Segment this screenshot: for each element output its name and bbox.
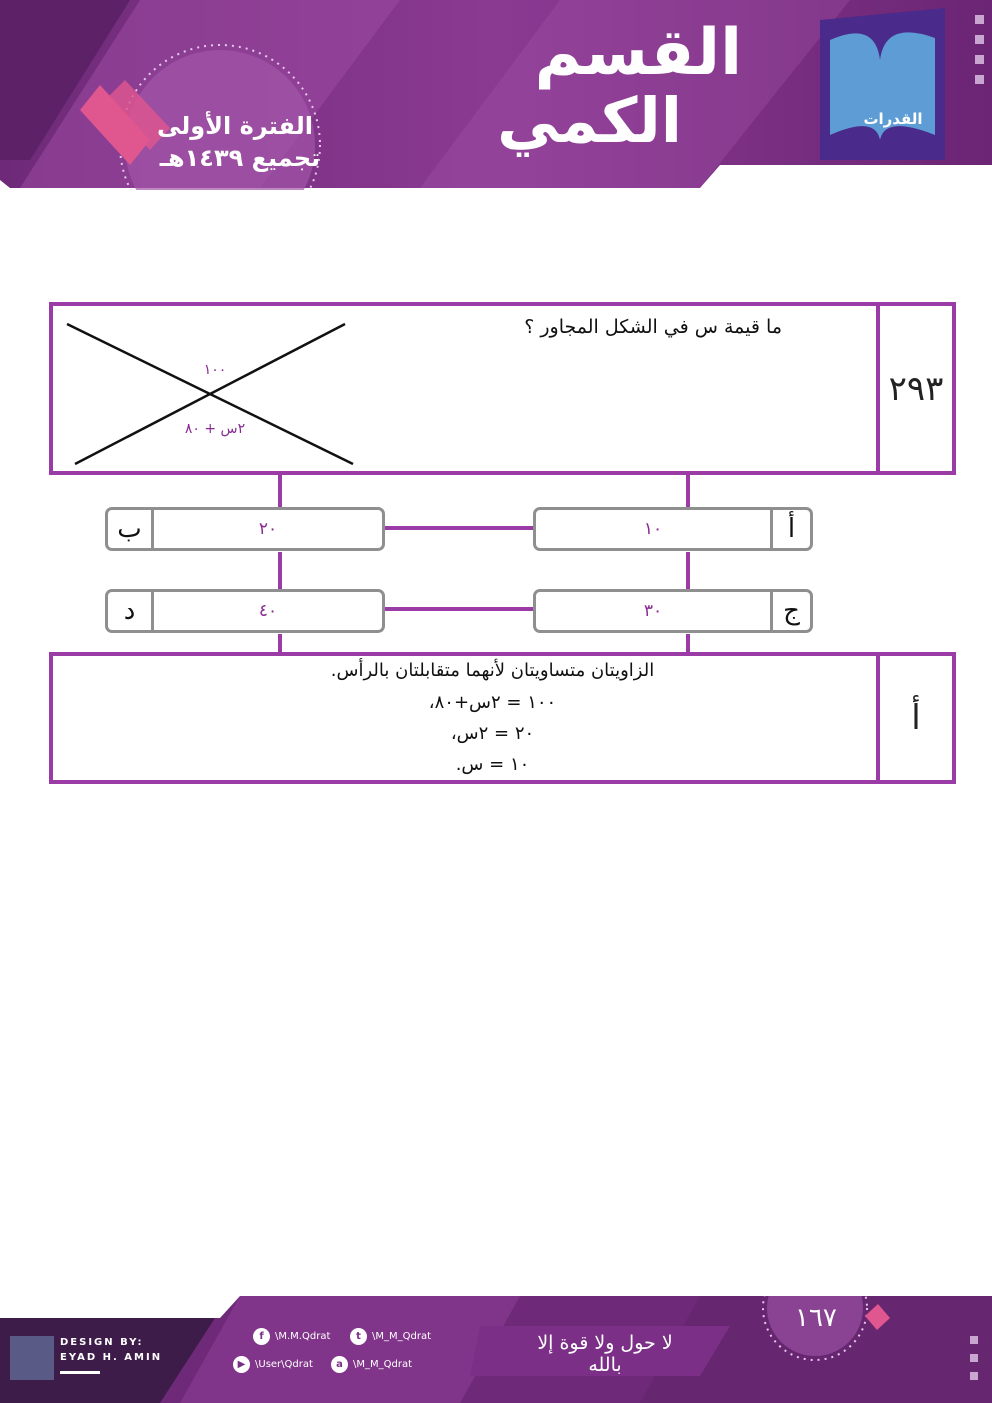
social-handle: \M_M_Qdrat [372, 1331, 432, 1342]
question-text: ما قيمة س في الشكل المجاور ؟ [524, 316, 782, 338]
option-a-value: ١٠ [643, 519, 663, 539]
connector [686, 634, 690, 654]
option-c-letter: ج [783, 596, 800, 626]
solution-line: ٢٠ = ٢س، [450, 723, 535, 744]
option-a[interactable] [533, 507, 813, 551]
social-twitter[interactable] [350, 1328, 431, 1345]
youtube-icon: ▶ [233, 1356, 250, 1373]
social-handle: \M_M_Qdrat [353, 1359, 413, 1370]
intersecting-lines-figure [63, 316, 363, 466]
option-b-letter: ب [117, 514, 142, 544]
social-handle: \User\Qdrat [255, 1359, 313, 1370]
social-facebook[interactable] [253, 1328, 330, 1345]
footer-banner [0, 1296, 992, 1403]
facebook-icon: f [253, 1328, 270, 1345]
connector [384, 607, 534, 611]
section-title: القسم [534, 16, 742, 90]
connector [686, 475, 690, 508]
connector [278, 634, 282, 654]
social-youtube[interactable] [233, 1356, 313, 1373]
connector [686, 552, 690, 590]
page-number: ١٦٧ [795, 1303, 837, 1333]
social-ask[interactable] [331, 1356, 412, 1373]
twitter-icon: t [350, 1328, 367, 1345]
upper-angle-label: ١٠٠ [203, 362, 227, 378]
lower-angle-label: ٢س + ٨٠ [184, 421, 246, 437]
design-credit-label: DESIGN BY: [60, 1337, 144, 1348]
question-number: ٢٩٣ [876, 306, 952, 471]
option-a-letter: أ [787, 514, 796, 544]
collection-year-label: تجميع ١٤٣٩هـ [159, 144, 321, 172]
logo: القدرات [863, 110, 923, 128]
period-label: الفترة الأولى [156, 112, 314, 140]
answer-box [49, 652, 956, 784]
connector [278, 475, 282, 508]
section-title-line2: الكمي [497, 84, 682, 157]
option-d-value: ٤٠ [258, 601, 278, 621]
designer-name: EYAD H. AMIN [60, 1352, 163, 1363]
option-d-letter: د [123, 596, 136, 626]
question-box [49, 302, 956, 475]
option-b[interactable] [105, 507, 385, 551]
option-b-value: ٢٠ [258, 519, 278, 539]
solution-line: الزاويتان متساويتان لأنهما متقابلتان بالرأس. [330, 660, 655, 681]
connector [384, 526, 534, 530]
social-handle: \M.M.Qdrat [275, 1331, 331, 1342]
solution-line: ١٠٠ = ٢س+٨٠، [428, 692, 557, 713]
answer-letter: أ [876, 656, 952, 780]
option-c-value: ٣٠ [643, 601, 663, 621]
option-c[interactable] [533, 589, 813, 633]
solution-line: ١٠ = س. [455, 754, 530, 775]
connector [278, 552, 282, 590]
figure-line-2 [75, 324, 345, 464]
ask-icon: a [331, 1356, 348, 1373]
option-d[interactable] [105, 589, 385, 633]
calligraphy-text: لا حول ولا قوة إلا بالله [537, 1332, 673, 1376]
